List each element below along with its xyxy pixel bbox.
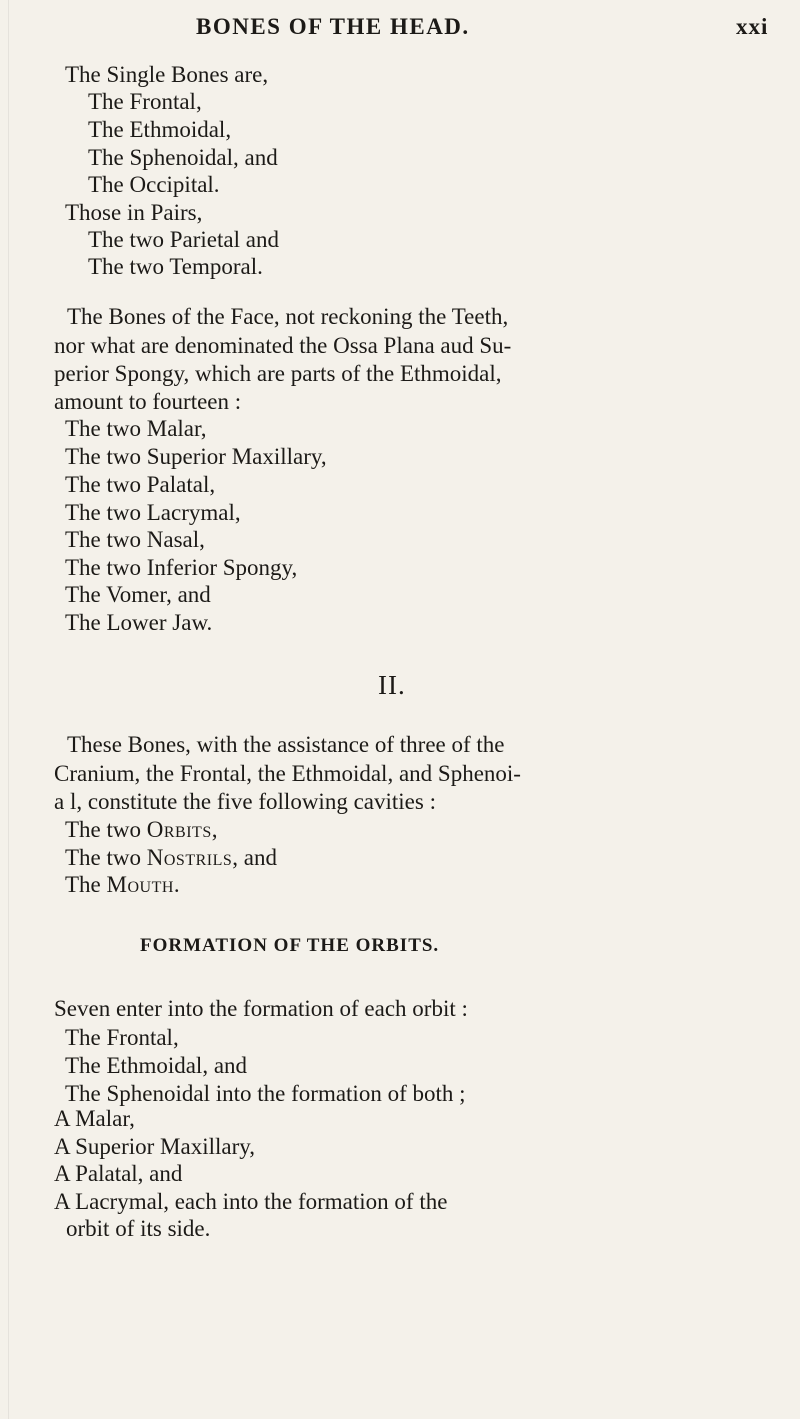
paragraph-line: The Bones of the Face, not reckoning the Teeth, — [67, 304, 509, 329]
list-item: A Superior Maxillary, — [54, 1134, 256, 1159]
list-item: The two Inferior Spongy, — [65, 555, 298, 580]
list-item — [65, 817, 217, 843]
paragraph-line: a l, constitute the five following cavities : — [54, 789, 436, 814]
paragraph-line: nor what are denominated the Ossa Plana aud Su- — [54, 333, 512, 358]
item-prefix: The — [65, 872, 107, 897]
list-item: A Lacrymal, each into the formation of the — [54, 1189, 448, 1214]
list-item — [65, 845, 277, 871]
list-item: The two Palatal, — [65, 472, 216, 497]
pairs-intro: Those in Pairs, — [65, 200, 203, 225]
continuation-line: orbit of its side. — [66, 1216, 211, 1241]
list-item: The two Temporal. — [88, 254, 263, 279]
paragraph-line: Cranium, the Frontal, the Ethmoidal, and Sphenoi- — [54, 761, 521, 786]
list-item: The Occipital. — [88, 172, 220, 197]
section-heading: FORMATION OF THE ORBITS. — [140, 935, 440, 956]
cavity-name: Orbits — [146, 817, 212, 842]
orbits-intro: Seven enter into the formation of each orbit : — [54, 996, 468, 1021]
list-item: The Frontal, — [65, 1025, 179, 1050]
list-item: The Sphenoidal into the formation of both ; — [65, 1081, 466, 1106]
list-item: A Malar, — [54, 1106, 135, 1131]
item-suffix: , and — [232, 845, 277, 870]
list-item — [65, 872, 180, 898]
section-numeral: II. — [378, 670, 406, 700]
list-item: The Sphenoidal, and — [88, 145, 278, 170]
list-item: The Ethmoidal, and — [65, 1053, 248, 1078]
list-item: The two Lacrymal, — [65, 500, 241, 525]
item-prefix: The two — [65, 817, 147, 842]
gutter-shadow — [8, 0, 9, 1419]
paragraph-line: amount to fourteen : — [54, 389, 242, 414]
page-number: xxi — [736, 14, 769, 39]
list-item: The two Malar, — [65, 416, 207, 441]
item-suffix: . — [173, 872, 180, 897]
paragraph-line: These Bones, with the assistance of three of the — [67, 732, 505, 757]
list-item: The Frontal, — [88, 89, 202, 114]
list-item: The Vomer, and — [65, 582, 211, 607]
item-prefix: The two — [65, 845, 147, 870]
single-bones-intro: The Single Bones are, — [65, 62, 269, 87]
list-item: The Ethmoidal, — [88, 117, 232, 142]
running-head: BONES OF THE HEAD. — [196, 14, 470, 39]
list-item: The Lower Jaw. — [65, 610, 213, 635]
cavity-name: Mouth — [106, 872, 174, 897]
list-item: The two Parietal and — [88, 227, 279, 252]
list-item: A Palatal, and — [54, 1161, 183, 1186]
list-item: The two Superior Maxillary, — [65, 444, 327, 469]
cavity-name: Nostrils — [146, 845, 233, 870]
item-suffix: , — [211, 817, 218, 842]
paragraph-line: perior Spongy, which are parts of the Ethmoidal, — [54, 361, 502, 386]
list-item: The two Nasal, — [65, 527, 205, 552]
